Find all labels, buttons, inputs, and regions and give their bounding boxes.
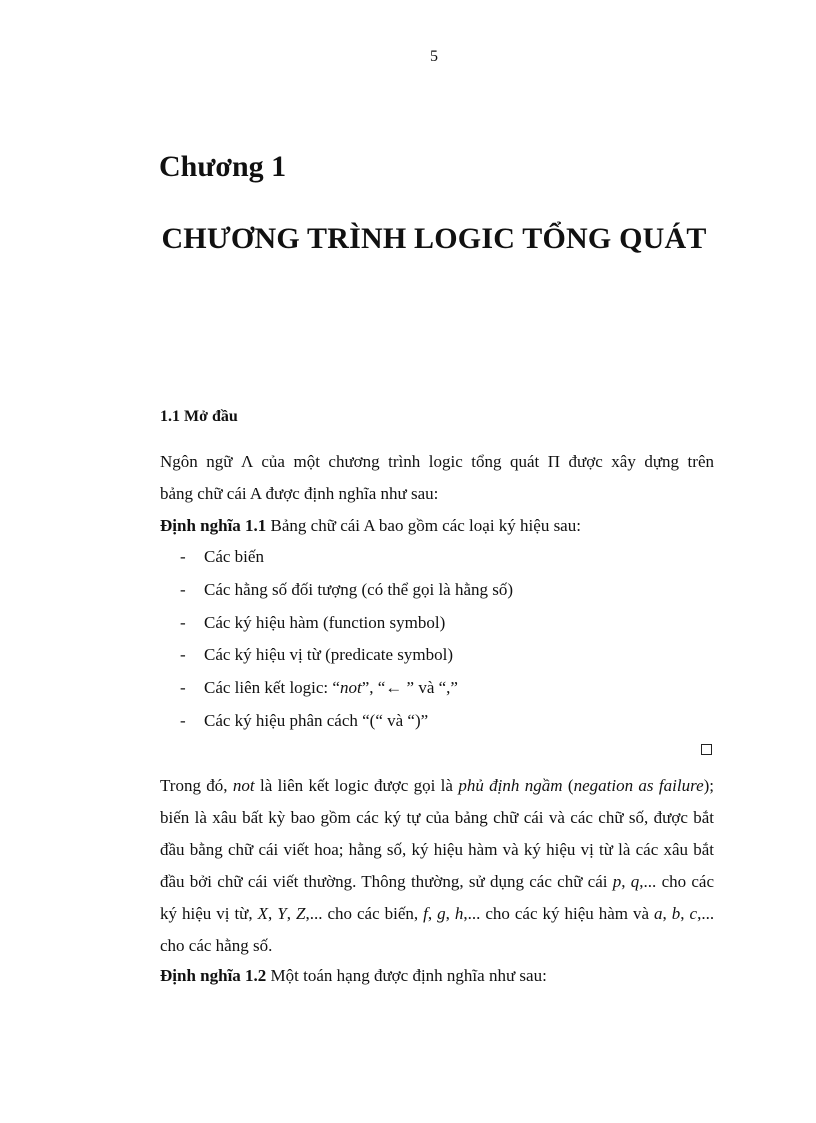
body-text: ,: [662, 904, 672, 923]
list-item: [180, 644, 513, 677]
list-item-text: Các hằng số đối tượng (có thể gọi là hằng số): [204, 579, 514, 599]
body-italic: f: [423, 904, 428, 923]
body-text: ,: [268, 904, 278, 923]
body-text: ,: [621, 872, 631, 891]
intro-line-2: bảng chữ cái A được định nghĩa như sau:: [160, 484, 439, 503]
body-italic: c: [689, 904, 698, 923]
list-dash: -: [180, 612, 186, 632]
definition-text: Bảng chữ cái A bao gồm các loại ký hiệu sau:: [266, 516, 581, 535]
list-dash: -: [180, 579, 186, 599]
definition-text: Một toán hạng được định nghĩa như sau:: [266, 966, 547, 985]
body-text: ,... cho các biến,: [305, 904, 424, 923]
body-text: ,: [680, 904, 690, 923]
body-paragraph: [160, 770, 714, 962]
list-dash: -: [180, 710, 186, 730]
body-italic: q: [630, 872, 640, 891]
body-italic: b: [671, 904, 681, 923]
section-heading: 1.1 Mở đầu: [160, 408, 238, 425]
list-item: [180, 677, 513, 710]
list-dash: -: [180, 547, 186, 566]
body-italic: phủ định ngầm: [458, 776, 563, 795]
body-text: (: [562, 776, 574, 795]
body-italic: a: [654, 904, 663, 923]
intro-line-1: Ngôn ngữ Λ của một chương trình logic tổng quát Π được xây dựng trên: [160, 452, 714, 471]
page-number: 5: [430, 48, 438, 65]
definition-1-2: [160, 966, 547, 986]
body-text: ,: [427, 904, 438, 923]
body-text: ,: [286, 904, 296, 923]
body-text: ,: [445, 904, 455, 923]
body-text: ); biến là xâu bất kỳ bao gồm các ký tự của bảng chữ cái và các chữ số, được bắt đầu bằng chữ cái viết hoa; hằng số, ký hiệu hàm và ký hiệu vị từ là các xâu bắt đầu bởi chữ cái viết thường. Thông thường, sử dụng các chữ cái: [160, 776, 714, 891]
list-item: [180, 579, 513, 612]
chapter-title: CHƯƠNG TRÌNH LOGIC TỔNG QUÁT: [161, 222, 707, 255]
list-item-italic: not: [339, 678, 362, 698]
definition-label: Định nghĩa 1.1: [160, 516, 267, 535]
body-italic: p: [612, 872, 622, 891]
list-item-text: ”, “← ” và “,”: [361, 678, 458, 698]
list-item-text: Các liên kết logic: “: [204, 678, 340, 698]
list-item: [180, 546, 513, 579]
intro-paragraph: [160, 446, 714, 510]
definition-1-1: [160, 516, 581, 536]
symbol-list: [180, 546, 513, 743]
list-item-text: Các biến: [204, 547, 264, 566]
body-text: Trong đó,: [160, 776, 233, 795]
body-italic: Z: [296, 904, 306, 923]
chapter-label: Chương 1: [159, 150, 287, 183]
body-italic: not: [232, 776, 255, 795]
definition-label: Định nghĩa 1.2: [160, 966, 267, 985]
list-item-text: Các ký hiệu phân cách “(“ và “)”: [204, 710, 429, 730]
body-italic: Y: [277, 904, 287, 923]
list-item-text: Các ký hiệu vị từ (predicate symbol): [204, 645, 454, 665]
list-item-text: Các ký hiệu hàm (function symbol): [204, 612, 446, 632]
list-dash: -: [180, 678, 186, 698]
body-text: ,... cho các ký hiệu hàm và: [463, 904, 655, 923]
list-item: [180, 612, 513, 645]
end-of-definition-square-icon: [701, 744, 712, 755]
body-text: là liên kết logic được gọi là: [254, 776, 459, 795]
body-italic: g: [437, 904, 446, 923]
list-dash: -: [180, 645, 186, 665]
body-text: ,... cho các hằng số.: [160, 904, 715, 955]
body-italic: negation as failure: [573, 776, 704, 795]
list-item: [180, 710, 513, 743]
body-italic: X: [257, 904, 269, 923]
body-text: ,... cho các ký hiệu vị từ,: [160, 872, 715, 923]
body-italic: h: [454, 904, 464, 923]
